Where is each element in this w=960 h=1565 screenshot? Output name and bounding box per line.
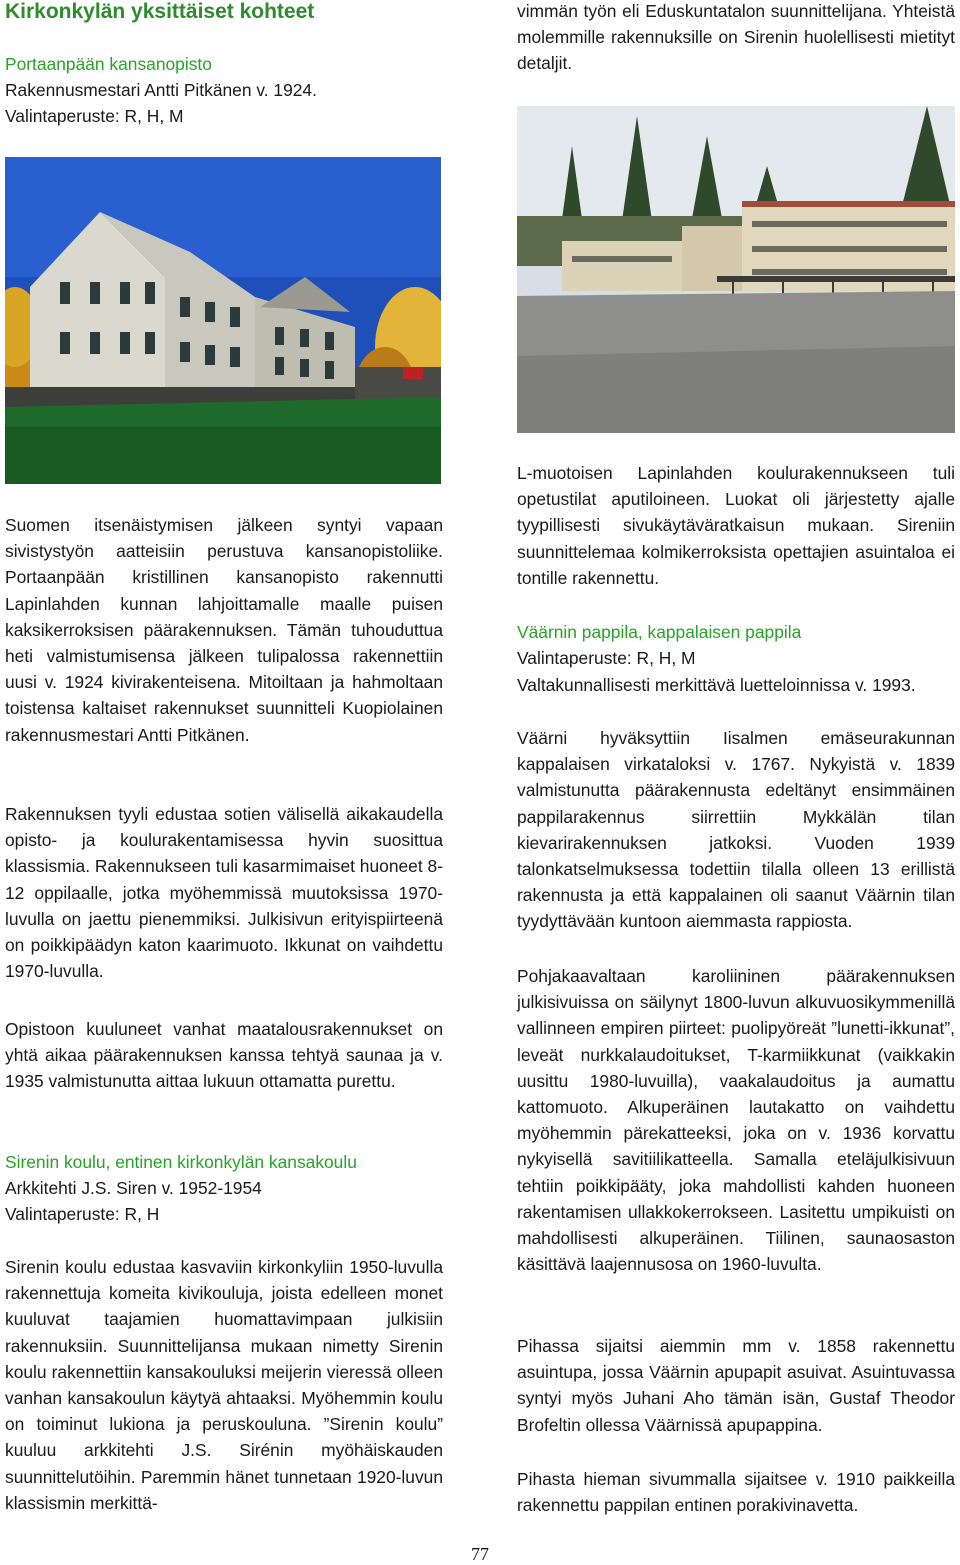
vaarni-paragraph-4: Pihasta hieman sivummalla sijaitsee v. 1910 paikkeilla rakennettu pappilan entinen porakivinavetta. bbox=[517, 1469, 955, 1516]
photo-sirenin bbox=[517, 106, 955, 433]
portaanpaa-title: Portaanpään kansanopisto bbox=[5, 54, 212, 74]
sirenin-architect: Arkkitehti J.S. Siren v. 1952-1954 bbox=[5, 1178, 262, 1198]
portaanpaa-criteria: Valintaperuste: R, H, M bbox=[5, 106, 184, 126]
photo-portaanpaa bbox=[5, 157, 441, 484]
portaanpaa-paragraph-1: Suomen itsenäistymisen jälkeen syntyi vapaan sivistystyön aatteisiin perustuva kansanopistoliike. Portaanpään kristillinen kansanopisto rakennutti Lapinlahden kunnan lahjoittamalle maalle puisen kaksikerroksisen päärakennuksen. Tämän tuhouduttua heti valmistumisensa jälkeen tulipalossa rakennettiin uusi v. 1924 kivirakenteisena. Mitoiltaan ja hahmoltaan toistensa kaltaiset rakennukset suunnitteli Kuopiolainen rakennusmestari Antti Pitkänen. bbox=[5, 515, 443, 745]
vaarni-paragraph-1: Väärni hyväksyttiin Iisalmen emäseurakunnan kappalaisen virkataloksi v. 1767. Nykyistä v. 1839 valmistunutta päärakennusta edeltänyt ensimmäinen pappilarakennus siirrettiin Mykkälän tilan kievarirakennuksen jatkoksi. Vuoden 1939 talonkatselmuksessa todettiin tilalla olleen 13 erillistä rakennusta ja että kappalainen oli saanut Väärnin tilan tyydyttävään kuntoon aiemmasta rappiosta. bbox=[517, 728, 955, 932]
vaarni-title: Väärnin pappila, kappalaisen pappila bbox=[517, 622, 802, 642]
sirenin-paragraph-2: L-muotoisen Lapinlahden koulurakennukseen tuli opetustilat aputiloineen. Luokat oli järjestetty ajalle tyypillisesti sivukäytäväratkaisun mukaan. Sireniin suunnittelemaa kolmikerroksista opettajien asuintaloa ei tontille rakennettu. bbox=[517, 463, 955, 588]
sirenin-title: Sirenin koulu, entinen kirkonkylän kansakoulu bbox=[5, 1152, 357, 1172]
portaanpaa-paragraph-2: Rakennuksen tyyli edustaa sotien välisellä aikakaudella opisto- ja koulurakentamisessa hyvin suosittua klassismia. Rakennukseen tuli kasarmimaiset huoneet 8-12 oppilaalle, jotka myöhemmissä muutoksissa 1970-luvulla on jaettu pienemmiksi. Julkisivun erityispiirteenä on poikkipäädyn katon kaarimuoto. Ikkunat on vaihdettu 1970-luvulla. bbox=[5, 804, 443, 982]
vaarni-paragraph-3: Pihassa sijaitsi aiemmin mm v. 1858 rakennettu asuintupa, jossa Väärnin apupapit asuivat. Asuintuvassa syntyi myös Juhani Aho tämän isän, Gustaf Theodor Brofeltin ollessa Väärnissä apupappina. bbox=[517, 1336, 955, 1435]
page-heading: Kirkonkylän yksittäiset kohteet bbox=[5, 0, 315, 23]
sirenin-school-image bbox=[517, 106, 955, 433]
sirenin-paragraph-1: Sirenin koulu edustaa kasvaviin kirkonkyliin 1950-luvulla rakennettuja komeita kivikouluja, joista edelleen monet kuuluvat taajamien huomattavimpaan julkisiin rakennuksiin. Suunnittelijansa mukaan nimetty Sirenin koulu rakennettiin kansakouluksi meijerin vieressä olleen vanhan kansakoulun käytyä ahtaaksi. Myöhemmin koulu on toiminut lukiona ja peruskouluna. ”Sirenin koulu” kuuluu arkkitehti J.S. Sirénin myöhäiskauden suunnittelutöihin. Paremmin hänet tunnetaan 1920-luvun klassismin merkittä- bbox=[5, 1257, 443, 1513]
sirenin-paragraph-1-continued: vimmän työn eli Eduskuntatalon suunnittelijana. Yhteistä molemmille rakennuksille on Sirenin huolellisesti mietityt detaljit. bbox=[517, 1, 955, 74]
portaanpaa-building-image bbox=[5, 157, 441, 484]
portaanpaa-paragraph-3: Opistoon kuuluneet vanhat maatalousrakennukset on yhtä aikaa päärakennuksen kanssa tehtyä saunaa ja v. 1935 valmistunutta aittaa lukuun ottamatta purettu. bbox=[5, 1019, 443, 1092]
page-number: 77 bbox=[471, 1544, 489, 1564]
vaarni-paragraph-2: Pohjakaavaltaan karoliininen päärakennuksen julkisivuissa on säilynyt 1800-luvun alkuvuosikymmenillä vallinneen empiren piirteet: puolipyöreät ”lunetti-ikkunat”, leveät nurkkalaudoitukset, T-karmiikkunat (vaikkakin uusittu 1980-luvuilla), vaakalaudoitus ja aumattu kattomuoto. Alkuperäinen lautakatto on vaihdettu myöhemmin pärekatteeksi, joka on v. 1936 korvattu nykyisellä savitiilikatteella. Samalla eteläjulkisivuun tehtiin poikkipääty, joka mahdollisti kahden huoneen rakentamisen ullakkokerrokseen. Lasitettu umpikuisti on mahdollisesti alkuperäinen. Tiilinen, saunaosaston käsittävä laajennusosa on 1960-luvulta. bbox=[517, 966, 955, 1275]
vaarni-criteria: Valintaperuste: R, H, M bbox=[517, 648, 696, 668]
portaanpaa-builder: Rakennusmestari Antti Pitkänen v. 1924. bbox=[5, 80, 317, 100]
sirenin-criteria: Valintaperuste: R, H bbox=[5, 1204, 160, 1224]
vaarni-note: Valtakunnallisesti merkittävä luetteloinnissa v. 1993. bbox=[517, 675, 916, 695]
